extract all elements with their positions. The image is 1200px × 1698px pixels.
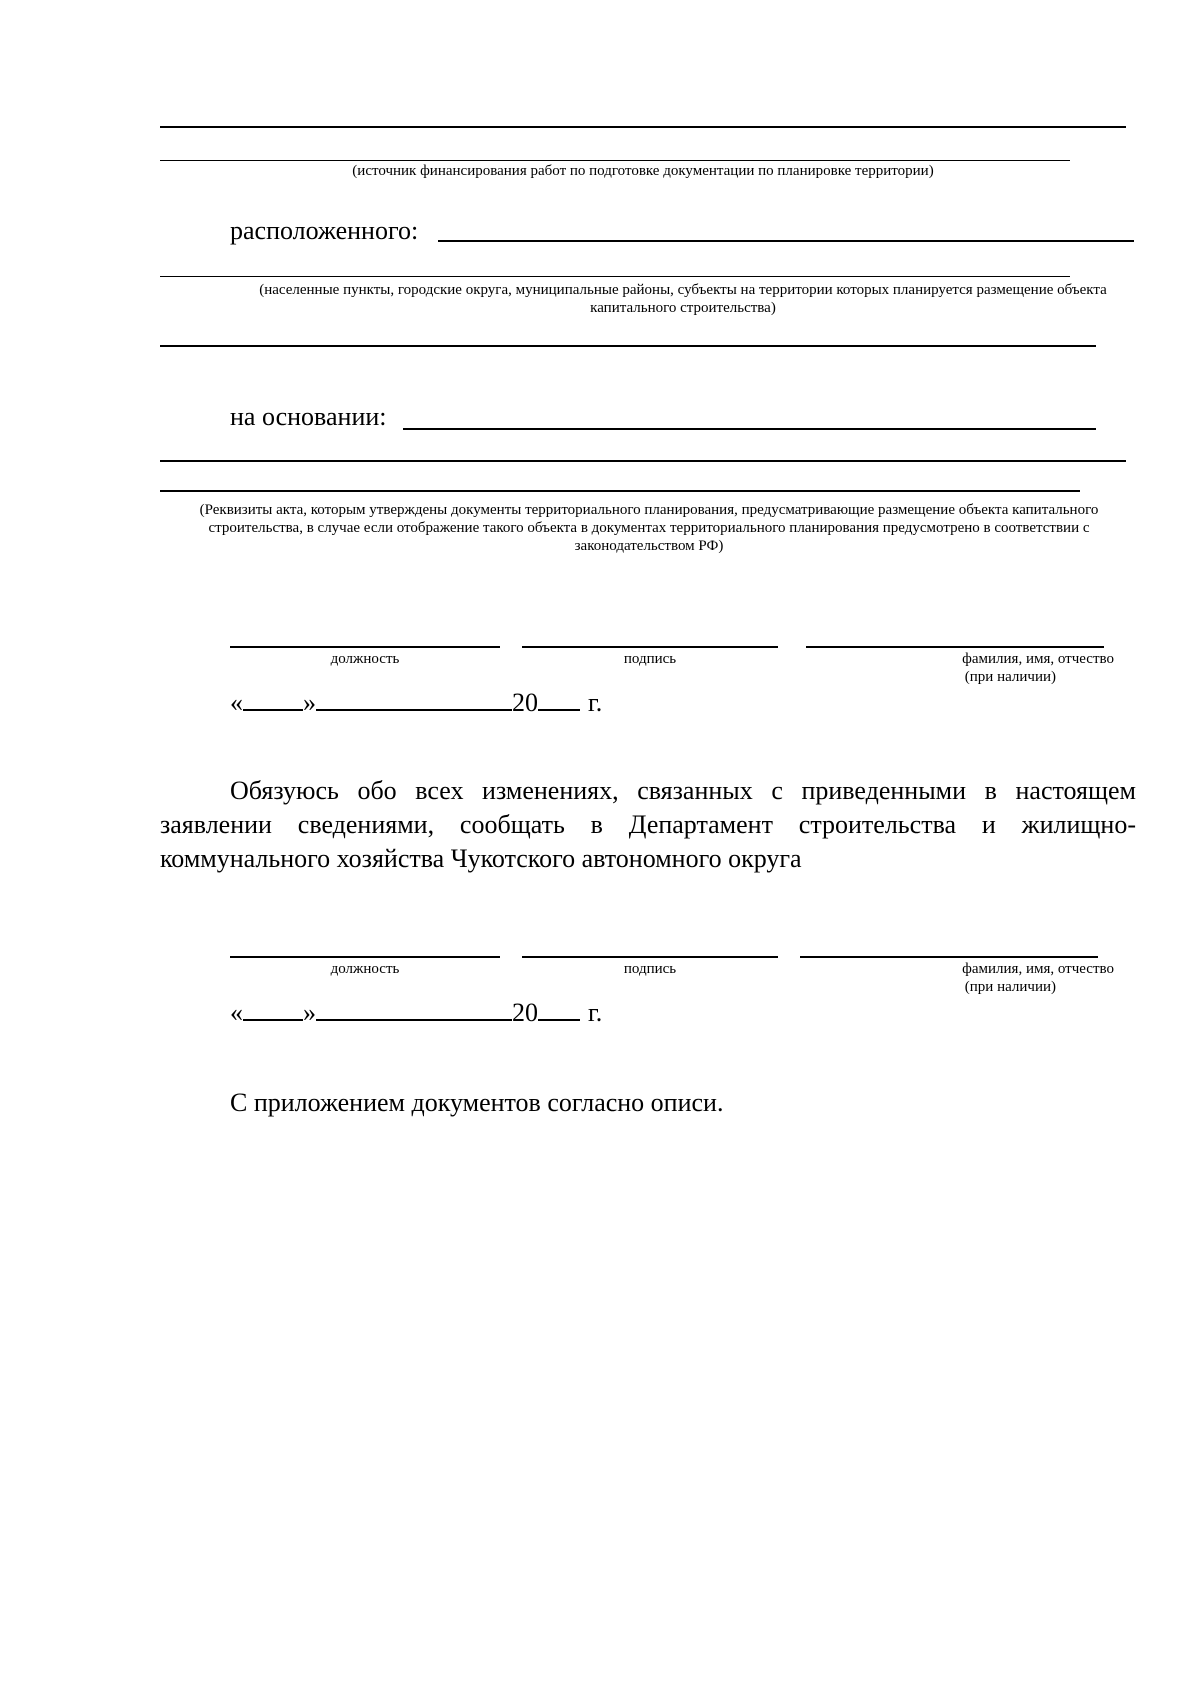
signature-line-2[interactable] — [522, 956, 778, 958]
date-field-1 — [230, 687, 602, 718]
name-line-1[interactable] — [806, 646, 1104, 648]
name-caption-2b: (при наличии) — [964, 979, 1056, 995]
date-open-quote: « — [230, 688, 243, 717]
location-line-2[interactable] — [160, 276, 1070, 277]
year-blank[interactable] — [538, 687, 580, 711]
funding-line-2[interactable] — [160, 160, 1070, 161]
year-prefix: 20 — [512, 688, 538, 717]
day-blank[interactable] — [243, 687, 303, 711]
basis-line-2[interactable] — [160, 460, 1126, 462]
month-blank[interactable] — [316, 997, 512, 1021]
location-caption: (населенные пункты, городские округа, муниципальные районы, субъекты на территории которых планируется размещение объекта капитального строительства) — [259, 282, 1107, 316]
name-caption-1b: (при наличии) — [964, 669, 1056, 685]
location-line-1[interactable] — [438, 240, 1134, 242]
position-caption-2: должность — [330, 961, 400, 977]
position-line-1[interactable] — [230, 646, 500, 648]
year-prefix: 20 — [512, 998, 538, 1027]
year-blank[interactable] — [538, 997, 580, 1021]
date-close-quote: » — [303, 688, 316, 717]
name-caption-2a: фамилия, имя, отчество — [962, 961, 1114, 977]
signature-line-1[interactable] — [522, 646, 778, 648]
signature-caption-2: подпись — [623, 961, 677, 977]
position-caption-1: должность — [330, 651, 400, 667]
basis-line-1[interactable] — [403, 428, 1096, 430]
date-open-quote: « — [230, 998, 243, 1027]
basis-caption: (Реквизиты акта, которым утверждены документы территориального планирования, предусматривающие размещение объекта капитального строительства, в случае если отображение такого объекта в документах территориального планирования предусмотрено в соответствии с законодательством РФ) — [199, 502, 1099, 554]
date-field-2 — [230, 997, 602, 1028]
position-line-2[interactable] — [230, 956, 500, 958]
funding-caption: (источник финансирования работ по подготовке документации по планировке территории) — [352, 163, 934, 179]
month-blank[interactable] — [316, 687, 512, 711]
attachment-text: С приложением документов согласно описи. — [230, 1088, 724, 1117]
name-line-2[interactable] — [800, 956, 1098, 958]
location-line-3[interactable] — [160, 345, 1096, 347]
location-label: расположенного: — [230, 216, 419, 245]
name-caption-1a: фамилия, имя, отчество — [962, 651, 1114, 667]
signature-caption-1: подпись — [623, 651, 677, 667]
basis-label: на основании: — [230, 402, 387, 431]
year-suffix: г. — [588, 998, 603, 1027]
commitment-paragraph: Обязуюсь обо всех изменениях, связанных с приведенными в настоящем заявлении сведениями, сообщать в Департамент строительства и жилищно-коммунального хозяйства Чукотского автономного округа — [160, 776, 1136, 873]
day-blank[interactable] — [243, 997, 303, 1021]
basis-line-3[interactable] — [160, 490, 1080, 492]
date-close-quote: » — [303, 998, 316, 1027]
funding-line-1[interactable] — [160, 126, 1126, 128]
year-suffix: г. — [588, 688, 603, 717]
